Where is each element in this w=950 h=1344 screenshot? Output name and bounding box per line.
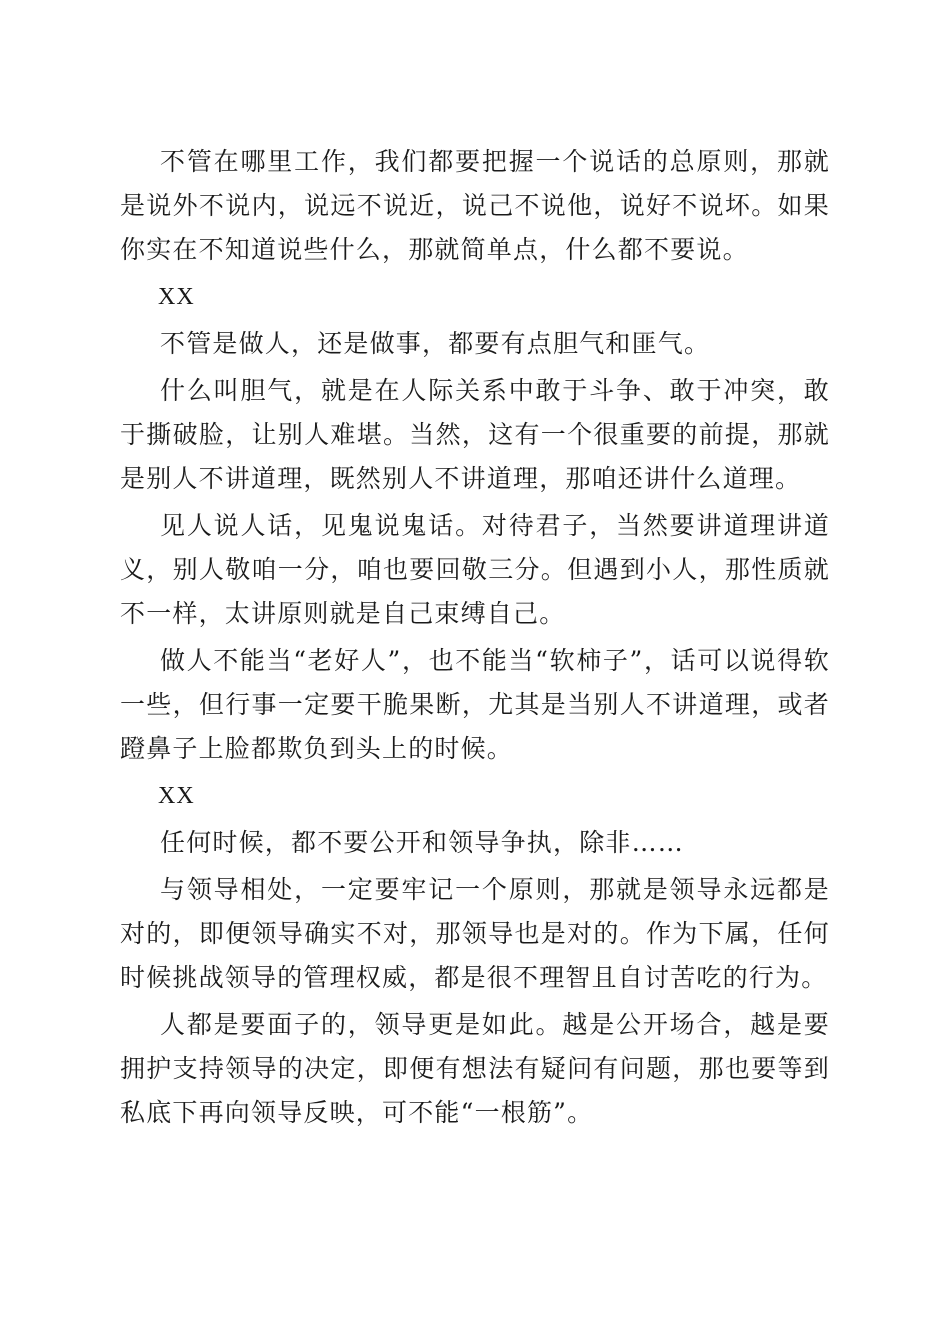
paragraph: 不管是做人，还是做事，都要有点胆气和匪气。 [160,329,711,358]
paragraph: 与领导相处，一定要牢记一个原则，那就是领导永远都是对的，即便领导确实不对，那领导也是对的。作为下属，任何时候挑战领导的管理权威，都是很不理智且自讨苦吃的行为。 [120,875,830,992]
paragraph: 什么叫胆气，就是在人际关系中敢于斗争、敢于冲突，敢于撕破脸，让别人难堪。当然，这有一个很重要的前提，那就是别人不讲道理，既然别人不讲道理，那咱还讲什么道理。 [120,376,830,493]
paragraph: 不管在哪里工作，我们都要把握一个说话的总原则，那就是说外不说内，说远不说近，说己不说他，说好不说坏。如果你实在不知道说些什么，那就简单点，什么都不要说。 [120,147,830,264]
paragraph: 做人不能当“老好人”，也不能当“软柿子”，话可以说得软一些，但行事一定要干脆果断，尤其是当别人不讲道理，或者蹬鼻子上脸都欺负到头上的时候。 [120,646,830,763]
section-separator: XX [158,783,195,809]
paragraph: 见人说人话，见鬼说鬼话。对待君子，当然要讲道理讲道义，别人敬咱一分，咱也要回敬三分。但遇到小人，那性质就不一样，太讲原则就是自己束缚自己。 [120,511,830,628]
paragraph: 人都是要面子的，领导更是如此。越是公开场合，越是要拥护支持领导的决定，即便有想法有疑问有问题，那也要等到私底下再向领导反映，可不能“一根筋”。 [120,1010,830,1127]
document-body [120,140,830,1138]
section-separator: XX [158,284,195,310]
paragraph: 任何时候，都不要公开和领导争执，除非…… [160,828,685,857]
